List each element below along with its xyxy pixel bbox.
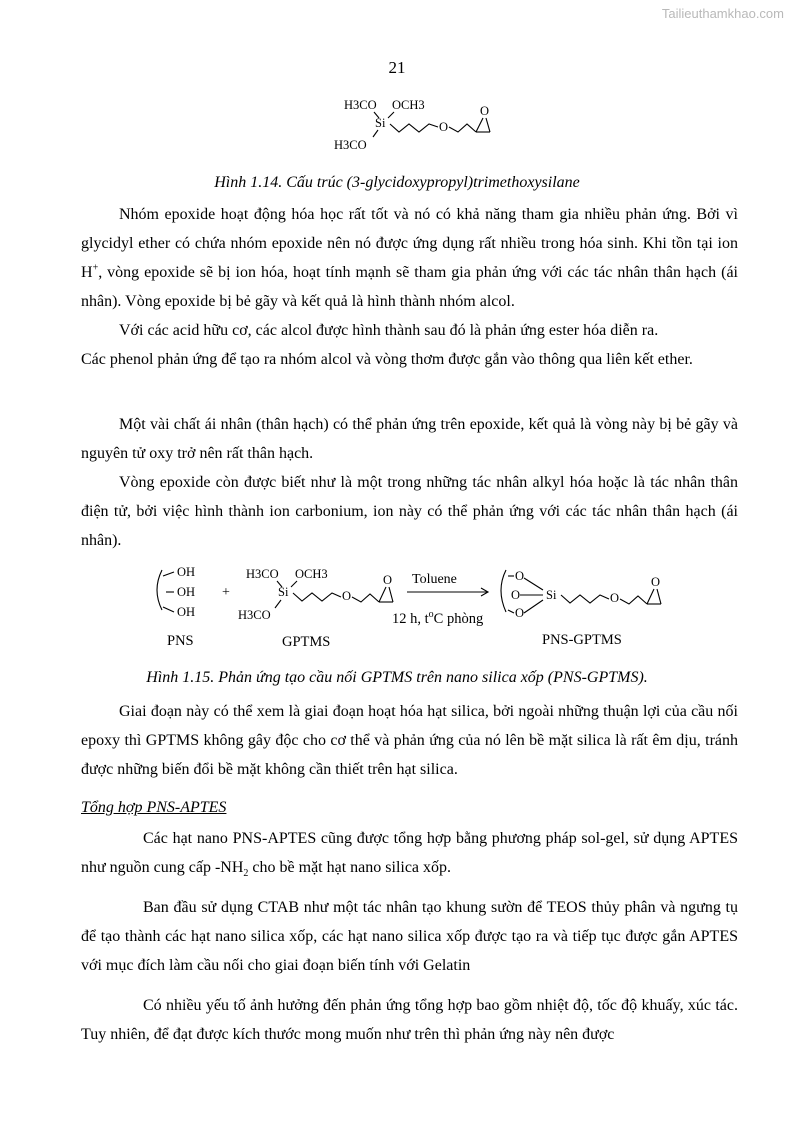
pns-surface-arc	[157, 570, 162, 610]
figure-1-14-caption: Hình 1.14. Cấu trúc (3-glycidoxypropyl)trimethoxysilane	[214, 174, 580, 191]
label-gptms: GPTMS	[282, 634, 331, 650]
gptms-structure-diagram	[330, 92, 510, 156]
paragraph-factors: Có nhiều yếu tố ảnh hưởng đến phản ứng tổng hợp bao gồm nhiệt độ, tốc độ khuấy, xúc tác. Tuy nhiên, để đạt được kích thước mong muốn như trên thì phản ứng này nên được	[81, 997, 738, 1043]
och3-label: OCH3	[392, 98, 425, 112]
reagent-och3: OCH3	[295, 567, 328, 581]
reaction-conditions: 12 h, $t^oC$ phòng	[392, 609, 484, 627]
reagent-ether-o: O	[342, 589, 352, 603]
h3co-bottom-label: H3CO	[334, 138, 367, 152]
product-o-middle: O	[511, 588, 521, 602]
reagent-epoxide-o: O	[383, 573, 393, 587]
section-heading: Tổng hợp PNS-APTES	[81, 799, 227, 816]
ether-o-label: O	[439, 120, 449, 134]
label-pns: PNS	[167, 633, 194, 649]
watermark: Tailieuthamkhao.com	[661, 6, 784, 21]
paragraph-phenols: Các phenol phản ứng để tạo ra nhóm alcol và vòng thơm được gắn vào thông qua liên kết ether.	[81, 351, 693, 368]
paragraph-organic-acids: Với các acid hữu cơ, các alcol được hình thành sau đó là phản ứng ester hóa diễn ra.	[119, 322, 659, 339]
pns-oh-top: OH	[177, 565, 196, 579]
plus-sign: +	[222, 585, 230, 600]
reagent-si: Si	[278, 585, 289, 599]
product-epoxide-o: O	[651, 575, 661, 589]
figure-1-15-caption: Hình 1.15. Phản ứng tạo cầu nối GPTMS trên nano silica xốp (PNS-GPTMS).	[146, 669, 648, 686]
paragraph-pns-aptes-synthesis: Các hạt nano PNS-APTES cũng được tổng hợp bằng phương pháp sol-gel, sử dụng APTES như nguồn cung cấp $-NH_2$ cho bề mặt hạt nano silica xốp.	[81, 830, 738, 880]
product-ether-o: O	[610, 591, 620, 605]
paragraph-activation: Giai đoạn này có thể xem là giai đoạn hoạt hóa hạt silica, bởi ngoài những thuận lợi của cầu nối epoxy thì GPTMS không gây độc cho cơ thể và phản ứng của nó lên bề mặt silica là rất êm dịu, tránh được những biến đổi bề mặt không cần thiết trên hạt silica.	[81, 703, 738, 778]
product-si: Si	[546, 588, 557, 602]
solvent-label: Toluene	[412, 572, 457, 587]
paragraph-ctab: Ban đầu sử dụng CTAB như một tác nhân tạo khung sườn để TEOS thủy phân và ngưng tụ để tạo thành các hạt nano silica xốp, các hạt nano silica xốp được tạo ra và tiếp tục được gắn APTES với mục đích làm cầu nối cho giai đoạn biến tính với Gelatin	[81, 899, 738, 974]
paragraph-epoxide-reactivity: Nhóm epoxide hoạt động hóa học rất tốt và nó có khả năng tham gia nhiều phản ứng. Bởi vì glycidyl ether có chứa nhóm epoxide nên nó được ứng dụng rất nhiều trong hóa sinh. Khi tồn tại ion H+, vòng epoxide sẽ bị ion hóa, hoạt tính mạnh sẽ tham gia phản ứng với các tác nhân thân hạch (ái nhân). Vòng epoxide bị bẻ gãy và kết quả là hình thành nhóm alcol.	[81, 206, 738, 310]
page-number: 21	[388, 58, 406, 77]
h3co-top-label: H3CO	[344, 98, 377, 112]
product-o-bottom: O	[515, 606, 525, 620]
si-label: Si	[375, 116, 386, 130]
product-o-top: O	[515, 569, 525, 583]
epoxide-o-label: O	[480, 104, 490, 118]
reagent-h3co-bottom: H3CO	[238, 608, 271, 622]
paragraph-alkylating-agents: Vòng epoxide còn được biết như là một trong những tác nhân alkyl hóa hoặc là tác nhân thân điện tử, bởi việc hình thành ion carbonium, ion này có thể phản ứng với các tác nhân thân hạch (ái nhân).	[81, 474, 738, 549]
pns-oh-bottom: OH	[177, 605, 196, 619]
label-pns-gptms: PNS-GPTMS	[542, 632, 622, 648]
product-surface-arc	[501, 570, 506, 612]
paragraph-nucleophiles: Một vài chất ái nhân (thân hạch) có thể phản ứng trên epoxide, kết quả là vòng này bị bẻ gãy và nguyên tử oxy trở nên rất thân hạch.	[81, 416, 738, 462]
reagent-h3co-top: H3CO	[246, 567, 279, 581]
pns-oh-middle: OH	[177, 585, 196, 599]
